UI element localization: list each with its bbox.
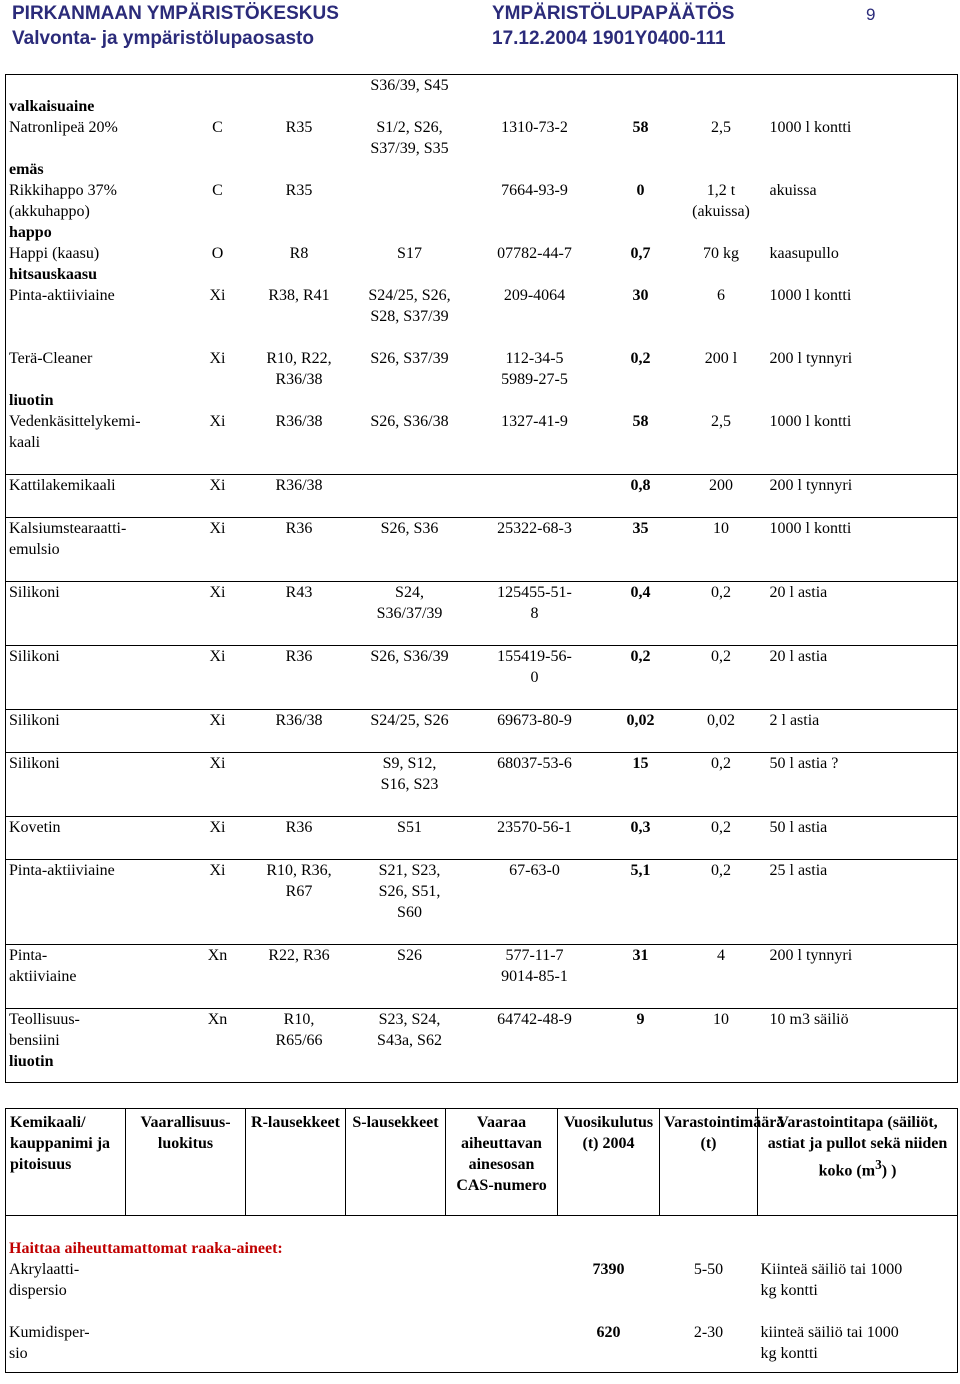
table-row [6, 582, 958, 625]
chemical-name: emäs [9, 161, 44, 178]
storage-method: 20 l astia [767, 582, 958, 625]
storage-method: 1000 l kontti [769, 413, 852, 430]
cas-number [464, 264, 606, 285]
chemical-name: Silikoni [6, 646, 193, 689]
cas-number: 67-63-0 [464, 860, 606, 924]
s-phrases: S9, S12, S16, S23 [356, 753, 464, 796]
storage-method: kaasupullo [769, 245, 839, 262]
chemical-name: Silikoni [6, 710, 193, 732]
cas-number: 112-34-5 5989-27-5 [501, 350, 568, 388]
table-row [6, 243, 958, 264]
storage-method: 200 l tynnyri [767, 475, 958, 497]
chemical-name: liuotin [9, 392, 54, 409]
col-header-chemical: Kemikaali/ kauppanimi ja pitoisuus [10, 1114, 111, 1173]
hazard-class: C [212, 119, 223, 136]
hazard-class: Xi [193, 475, 243, 497]
document-date-id: 17.12.2004 1901Y0400-111 [492, 28, 726, 49]
cas-number: 1310-73-2 [501, 119, 568, 136]
annual-use: 58 [632, 413, 649, 430]
annual-use: 58 [632, 119, 649, 136]
cas-number: 7664-93-9 [501, 182, 568, 199]
storage-amount: 0,2 [676, 817, 767, 839]
storage-method: Kiinteä säiliö tai 1000 kg kontti [760, 1261, 903, 1299]
chemical-name: hitsauskaasu [9, 266, 98, 283]
row-gap [6, 624, 958, 646]
chemical-name: Silikoni [6, 753, 193, 796]
r-phrases: R22, R36 [243, 945, 356, 988]
r-phrases [243, 390, 356, 411]
annual-use [606, 222, 676, 243]
header-row [6, 1109, 958, 1216]
annual-use: 0,3 [606, 817, 676, 839]
col-header-s-phrases: S-lausekkeet [346, 1109, 446, 1216]
chemical-name: Teollisuus- bensiini liuotin [6, 1009, 193, 1073]
chemical-name: Kalsiumstearaatti- emulsio [6, 518, 193, 561]
cas-number [464, 159, 606, 180]
table-row [6, 390, 958, 411]
annual-use: 15 [606, 753, 676, 796]
storage-method [767, 390, 958, 411]
storage-amount: 10 [676, 1009, 767, 1073]
storage-method: 1000 l kontti [769, 119, 852, 136]
s-phrases: S24, S36/37/39 [356, 582, 464, 625]
hazard-class: Xi [209, 350, 226, 367]
hazard-class: Xi [193, 753, 243, 796]
hazard-class: Xi [193, 582, 243, 625]
row-gap [6, 795, 958, 817]
storage-method: 200 l tynnyri [769, 350, 853, 367]
chemical-name: Happi (kaasu) [9, 245, 100, 262]
storage-method: 10 m3 säiliö [767, 1009, 958, 1073]
chemical-name: Kattilakemikaali [6, 475, 193, 497]
r-phrases: R36 [243, 646, 356, 689]
r-phrases: R8 [289, 245, 309, 262]
r-phrases: R43 [243, 582, 356, 625]
annual-use: 0,02 [606, 710, 676, 732]
hazard-class: Xn [193, 945, 243, 988]
storage-amount [676, 222, 767, 243]
r-phrases: R36/38 [243, 475, 356, 497]
annual-use [606, 390, 676, 411]
annual-use: 0,8 [606, 475, 676, 497]
storage-method: 50 l astia [767, 817, 958, 839]
s-phrases: S26, S36/38 [370, 413, 449, 430]
storage-amount [676, 96, 767, 117]
s-phrases: S1/2, S26, S37/39, S35 [370, 119, 449, 157]
department-name: Valvonta- ja ympäristölupaosasto [12, 28, 314, 49]
annual-use: 0,7 [630, 245, 651, 262]
cas-number [464, 390, 606, 411]
table-row [6, 411, 958, 453]
chemical-name: valkaisuaine [9, 98, 95, 115]
col-header-cas-number: Vaaraa aiheuttavan ainesosan CAS-numero [446, 1109, 558, 1216]
document-type: YMPÄRISTÖLUPAPÄÄTÖS [492, 3, 735, 24]
col-header-storage-amount: Varastointimäärä (t) [660, 1109, 758, 1216]
storage-amount: 5-50 [693, 1261, 724, 1278]
r-phrases: R10, R65/66 [243, 1009, 356, 1073]
col-header-storage-method: Varastointitapa (säiliöt, astiat ja pullot sekä niiden koko $(m^3)$ ) [758, 1109, 958, 1216]
storage-method: kiinteä säiliö tai 1000 kg kontti [760, 1324, 899, 1362]
hazard-class: Xi [193, 710, 243, 732]
r-phrases [243, 264, 356, 285]
s-phrases: S26, S36 [356, 518, 464, 561]
annual-use: 620 [596, 1324, 621, 1341]
cas-number [464, 222, 606, 243]
annual-use [606, 96, 676, 117]
cas-number: 209-4064 [503, 287, 566, 304]
cas-number: 64742-48-9 [464, 1009, 606, 1073]
hazard-class: Xi [209, 413, 226, 430]
table-row [6, 945, 958, 988]
s-phrases: S24/25, S26, S28, S37/39 [368, 287, 451, 325]
hazard-class [193, 96, 243, 117]
cas-number: 69673-80-9 [464, 710, 606, 732]
table-row [6, 1301, 958, 1373]
annual-use: 9 [606, 1009, 676, 1073]
chemical-name: Pinta-aktiiviaine [9, 287, 115, 304]
storage-method [767, 264, 958, 285]
chemical-name: Pinta-aktiiviaine [6, 860, 193, 924]
chemical-name: happo [9, 224, 52, 241]
organization-name: PIRKANMAAN YMPÄRISTÖKESKUS [12, 3, 339, 24]
storage-amount: 2,5 [711, 119, 731, 136]
table-row [6, 753, 958, 796]
storage-method [767, 96, 958, 117]
annual-use: 0,4 [606, 582, 676, 625]
table-row [6, 817, 958, 839]
table-row [6, 475, 958, 497]
annual-use: 0,2 [630, 350, 651, 367]
storage-amount [676, 264, 767, 285]
r-phrases [243, 222, 356, 243]
table-row [6, 117, 958, 159]
chemical-name: Silikoni [6, 582, 193, 625]
chemical-name: Natronlipeä 20% [9, 119, 118, 136]
annual-use: 5,1 [606, 860, 676, 924]
r-phrases [243, 96, 356, 117]
page-header [0, 0, 960, 50]
hazard-class [193, 222, 243, 243]
storage-amount: 2-30 [693, 1324, 724, 1341]
table-row [6, 180, 958, 222]
storage-amount: 200 l [704, 350, 738, 367]
storage-amount: 70 kg [703, 245, 739, 262]
storage-amount: 6 [717, 287, 725, 304]
annual-use: 31 [606, 945, 676, 988]
table-row [6, 1259, 958, 1301]
annual-use: 35 [606, 518, 676, 561]
page-number: 9 [866, 5, 876, 24]
cas-number: 68037-53-6 [464, 753, 606, 796]
storage-method: 20 l astia [767, 646, 958, 689]
col-header-annual-use: Vuosikulutus (t) 2004 [558, 1109, 660, 1216]
storage-method: 1000 l kontti [769, 287, 852, 304]
r-phrases [243, 753, 356, 796]
cas-number: 1327-41-9 [501, 413, 568, 430]
r-phrases: R10, R22, R36/38 [266, 350, 332, 388]
r-phrases: R35 [285, 182, 313, 199]
chemical-name: Akrylaatti- dispersio [9, 1261, 80, 1299]
col-header-r-phrases: R-lausekkeet [246, 1109, 346, 1216]
chemicals-table [5, 74, 958, 1083]
table-row [6, 96, 958, 117]
r-phrases [243, 159, 356, 180]
annual-use: 0,2 [606, 646, 676, 689]
table-row [6, 159, 958, 180]
s-phrases: S26, S36/39 [356, 646, 464, 689]
hazard-class: Xi [193, 860, 243, 924]
s-phrases: S26 [356, 945, 464, 988]
r-phrases: R36 [243, 518, 356, 561]
section-row [6, 1216, 958, 1260]
storage-method: 1000 l kontti [767, 518, 958, 561]
cas-number: 25322-68-3 [464, 518, 606, 561]
s-phrases [356, 180, 464, 222]
annual-use: 0 [636, 182, 645, 199]
row-gap [6, 496, 958, 518]
storage-amount [676, 159, 767, 180]
cas-number: 07782-44-7 [497, 245, 572, 262]
s-phrases: S26, S37/39 [370, 350, 449, 367]
row-gap [6, 453, 958, 475]
storage-method [767, 159, 958, 180]
annual-use: 30 [632, 287, 649, 304]
annual-use [606, 159, 676, 180]
table-row [6, 518, 958, 561]
storage-amount: 2,5 [711, 413, 731, 430]
s-phrases: S23, S24, S43a, S62 [356, 1009, 464, 1073]
hazard-class: Xi [193, 518, 243, 561]
storage-amount: 0,02 [676, 710, 767, 732]
storage-method: 50 l astia ? [767, 753, 958, 796]
row-gap [6, 923, 958, 945]
row-gap [6, 731, 958, 753]
s-phrases [356, 159, 464, 180]
s-phrases: S17 [397, 245, 422, 262]
table-row [6, 646, 958, 689]
chemical-name: Vedenkäsittelykemi- kaali [9, 413, 141, 451]
storage-method: 200 l tynnyri [767, 945, 958, 988]
chemical-name: Pinta- aktiiviaine [6, 945, 193, 988]
storage-amount: 200 [676, 475, 767, 497]
cas-number: 125455-51- 8 [464, 582, 606, 625]
cas-number: 577-11-7 9014-85-1 [464, 945, 606, 988]
hazard-class [193, 264, 243, 285]
hazard-class [193, 390, 243, 411]
row-gap [6, 560, 958, 582]
r-phrases: R10, R36, R67 [243, 860, 356, 924]
cas-number [464, 96, 606, 117]
storage-amount: 4 [676, 945, 767, 988]
table-row [6, 285, 958, 327]
cas-number [464, 475, 606, 497]
row-gap [6, 327, 958, 348]
storage-method: 25 l astia [767, 860, 958, 924]
raw-materials-table [5, 1108, 958, 1373]
storage-method [767, 222, 958, 243]
continued-s-phrases: S36/39, S45 [370, 77, 449, 94]
hazard-class: O [211, 245, 224, 262]
table-row [6, 1009, 958, 1073]
s-phrases [356, 264, 464, 285]
hazard-class: Xn [193, 1009, 243, 1073]
hazard-class [193, 159, 243, 180]
s-phrases [356, 475, 464, 497]
annual-use: 7390 [592, 1261, 625, 1278]
s-phrases [356, 96, 464, 117]
storage-amount: 10 [676, 518, 767, 561]
storage-amount: 0,2 [676, 860, 767, 924]
chemical-name: Terä-Cleaner [9, 350, 93, 367]
hazard-class: Xi [193, 817, 243, 839]
storage-method: 2 l astia [767, 710, 958, 732]
s-phrases: S21, S23, S26, S51, S60 [356, 860, 464, 924]
s-phrases [356, 390, 464, 411]
table-row [6, 264, 958, 285]
cas-number: 155419-56- 0 [464, 646, 606, 689]
hazard-class: Xi [193, 646, 243, 689]
s-phrases: S24/25, S26 [356, 710, 464, 732]
r-phrases: R36/38 [243, 710, 356, 732]
table-row [6, 348, 958, 390]
chemical-name: Kumidisper- sio [9, 1324, 90, 1362]
table-row [6, 222, 958, 243]
row-gap [6, 987, 958, 1009]
cas-number: 23570-56-1 [464, 817, 606, 839]
hazard-class: Xi [209, 287, 226, 304]
table-row [6, 710, 958, 732]
r-phrases: R36 [243, 817, 356, 839]
annual-use [606, 264, 676, 285]
storage-amount: 1,2 t (akuissa) [692, 182, 750, 220]
storage-amount [676, 390, 767, 411]
row-gap [6, 838, 958, 860]
chemical-name: Kovetin [6, 817, 193, 839]
r-phrases: R35 [285, 119, 313, 136]
s-phrases: S51 [356, 817, 464, 839]
col-header-hazard-class: Vaarallisuus-luokitus [126, 1109, 246, 1216]
s-phrases [356, 222, 464, 243]
storage-amount: 0,2 [676, 582, 767, 625]
r-phrases: R36/38 [275, 413, 323, 430]
chemical-name: Rikkihappo 37% (akkuhappo) [9, 182, 117, 220]
r-phrases: R38, R41 [268, 287, 330, 304]
section-title: Haittaa aiheuttamattomat raaka-aineet: [6, 1216, 958, 1260]
storage-amount: 0,2 [676, 646, 767, 689]
storage-amount: 0,2 [676, 753, 767, 796]
hazard-class: C [212, 182, 223, 199]
table-row [6, 860, 958, 924]
row-gap [6, 688, 958, 710]
storage-method: akuissa [769, 182, 817, 199]
